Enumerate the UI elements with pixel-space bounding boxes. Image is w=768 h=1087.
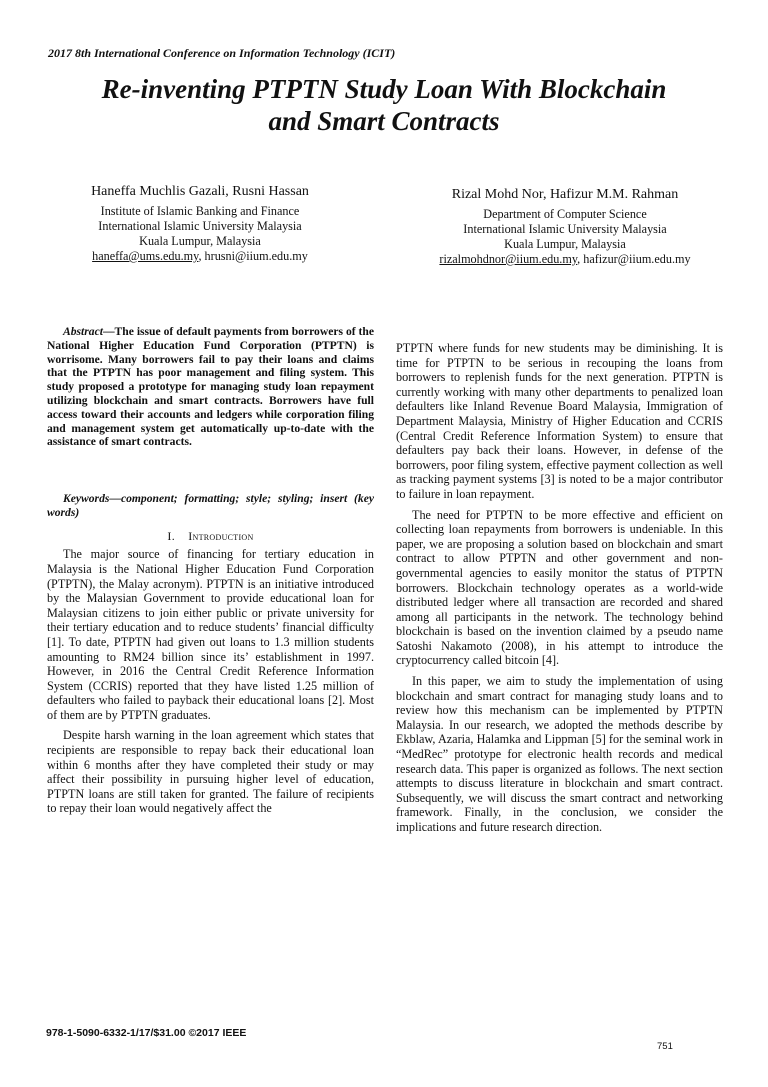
- author-names: Rizal Mohd Nor, Hafizur M.M. Rahman: [451, 187, 679, 202]
- body-paragraph: PTPTN where funds for new students may be diminishing. It is time for PTPTN to be serious in recouping the loans from borrowers to replenish funds for the next generation. PTPTN is currently working with many other departments to penalized loan defaulters like Inland Revenue Board Malaysia, Immigration of Department Malaysia, Ministry of Higher Education and CCRIS (Central Credit Reference Information System) to ensure that defaulters pay back their loans. However, in defense of the borrowers, poor filing system, effective payment collection as well as tracking payment systems [3] is noted to be a major contributor to failure in loan repayment.: [396, 341, 723, 501]
- left-column: [47, 325, 374, 822]
- keywords: Keywords—component; formatting; style; styling; insert (key words): [47, 492, 374, 519]
- title-line-2: and Smart Contracts: [268, 106, 500, 136]
- body-paragraph: Despite harsh warning in the loan agreement which states that recipients are responsible to repay back their educational loan within 6 months after they have completed their study or may affect their possibility in pursuing higher level of education, PTPTN loans are still taken for granted. The failure of recipients to repay their loan would negatively affect the: [47, 728, 374, 816]
- section-heading: [47, 529, 374, 544]
- affiliation-line: Kuala Lumpur, Malaysia: [504, 237, 626, 251]
- email-link[interactable]: rizalmohdnor@iium.edu.my: [439, 252, 578, 266]
- section-number: I.: [167, 528, 176, 543]
- affiliation-line: Department of Computer Science: [483, 207, 647, 221]
- email-text: , hafizur@iium.edu.my: [577, 252, 691, 266]
- copyright-footer: 978-1-5090-6332-1/17/$31.00 ©2017 IEEE: [46, 1027, 247, 1039]
- author-block-2: [395, 186, 735, 267]
- paper-title: [40, 73, 728, 137]
- author-block-1: [30, 183, 370, 264]
- right-column: [396, 341, 723, 841]
- body-paragraph: The need for PTPTN to be more effective and efficient on collecting loan repayments from borrowers is undeniable. In this paper, we are proposing a solution based on blockchain and smart contract to allow PTPTN and other government and non-governmental agencies to easily monitor the status of PTPTN borrowers. Blockchain technology operates as a world-wide distributed ledger where all transaction are recorded and shared among all participants in the network. The technology behind blockchain is based on the invention claimed by a pseudo name Satoshi Nakamoto (2008), in his attempt to introduce the cryptocurrency called bitcoin [4].: [396, 507, 723, 668]
- author-names: Haneffa Muchlis Gazali, Rusni Hassan: [91, 184, 309, 199]
- author-emails: [395, 252, 735, 267]
- email-text: , hrusni@iium.edu.my: [198, 249, 308, 263]
- title-line-1: Re-inventing PTPTN Study Loan With Blockchain: [101, 74, 667, 104]
- abstract-lead: Abstract: [63, 325, 103, 338]
- affiliation-line: International Islamic University Malaysia: [463, 222, 667, 236]
- body-paragraph: In this paper, we aim to study the implementation of using blockchain and smart contract for managing study loans and to review how this mechanism can be implemented by PTPTN Malaysia. In our research, we adopted the methods describe by Ekblaw, Azaria, Halamka and Lippman [5] for the seminal work in “MedRec” prototype for electronic health records and medical research data. This paper is organized as follows. The next section attempts to discuss literature in blockchain and smart contract. Subsequently, we will discuss the smart contract and networking framework. Finally, in the conclusion, we consider the implications and future research direction.: [396, 674, 723, 834]
- body-paragraph: The major source of financing for tertiary education in Malaysia is the National Higher Education Fund Corporation (PTPTN), the Malay acronym). PTPTN is an initiative introduced by the Malaysian Government to provide educational loan for Malaysian citizens to join either public or private university for their tertiary education and to reduce students’ financial difficulty [1]. To date, PTPTN had given out loans to 1.3 million students amounting to RM24 billion since its’ establishment in 1997. However, in 2016 the Central Credit Reference Information System (CCRIS) reported that they have listed 1.25 million of defaulters who failed to payback their educational loans [2]. Most of them are by PTPTN graduates.: [47, 547, 374, 722]
- conference-header: 2017 8th International Conference on Information Technology (ICIT): [48, 46, 396, 60]
- email-link[interactable]: haneffa@ums.edu.my: [92, 249, 199, 263]
- abstract-text: —The issue of default payments from borrowers of the National Higher Education Fund Corporation (PTPTN) is worrisome. Many borrowers fail to pay their loans and claims that the PTPTN has poor management and filing system. This study proposed a prototype for managing study loan repayment utilizing blockchain and smart contracts. Borrowers have full access toward their accounts and ledgers while corporation filing and management system get automatically up-to-date with the assistance of smart contracts.: [47, 325, 374, 449]
- affiliation-line: Institute of Islamic Banking and Finance: [100, 204, 300, 218]
- page-number: 751: [657, 1041, 673, 1052]
- author-emails: [30, 249, 370, 264]
- affiliation-line: International Islamic University Malaysia: [98, 219, 302, 233]
- abstract: [47, 325, 374, 449]
- affiliation-line: Kuala Lumpur, Malaysia: [139, 234, 261, 248]
- section-title: Introduction: [188, 528, 254, 543]
